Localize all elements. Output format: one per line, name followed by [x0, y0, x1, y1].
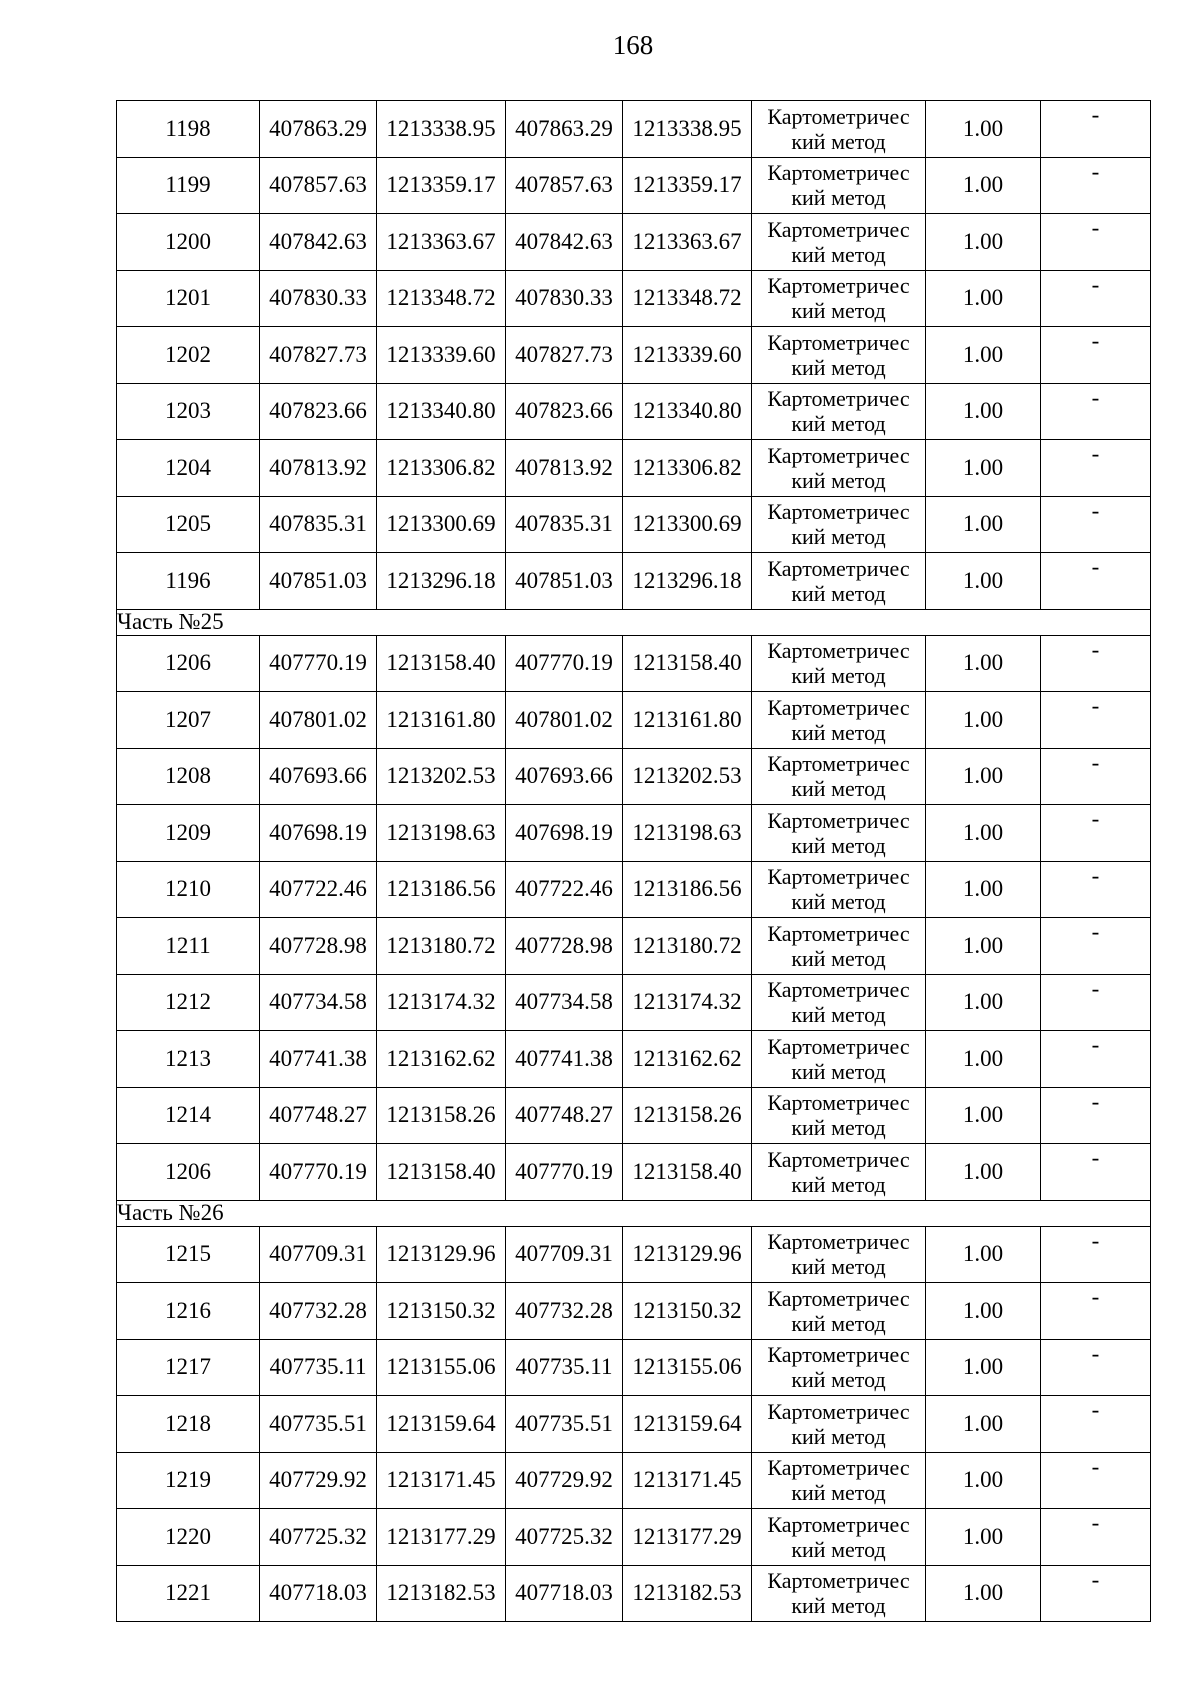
y-new-cell: 1213202.53 — [623, 748, 752, 805]
table-row — [117, 1339, 1151, 1396]
y-new-cell: 1213338.95 — [623, 101, 752, 158]
note-cell: - — [1041, 383, 1151, 440]
method-line-1: Картометричес — [767, 1455, 910, 1481]
x-old-cell: 407693.66 — [260, 748, 377, 805]
method-line-2: кий метод — [791, 1002, 886, 1028]
method-line-1: Картометричес — [767, 1285, 910, 1311]
accuracy-cell: 1.00 — [926, 974, 1041, 1031]
point-number-cell: 1203 — [117, 383, 260, 440]
point-number-cell: 1206 — [117, 635, 260, 692]
point-number-cell: 1200 — [117, 214, 260, 271]
method-cell — [752, 861, 926, 918]
method-cell — [752, 101, 926, 158]
y-old-cell: 1213296.18 — [377, 553, 506, 610]
y-new-cell: 1213306.82 — [623, 440, 752, 497]
method-cell — [752, 1031, 926, 1088]
x-old-cell: 407842.63 — [260, 214, 377, 271]
y-new-cell: 1213150.32 — [623, 1283, 752, 1340]
point-number-cell: 1207 — [117, 692, 260, 749]
y-old-cell: 1213162.62 — [377, 1031, 506, 1088]
method-line-2: кий метод — [791, 467, 886, 493]
table-row — [117, 1087, 1151, 1144]
y-old-cell: 1213158.40 — [377, 635, 506, 692]
method-line-2: кий метод — [791, 1254, 886, 1280]
x-new-cell: 407735.11 — [506, 1339, 623, 1396]
y-old-cell: 1213171.45 — [377, 1452, 506, 1509]
note-cell: - — [1041, 918, 1151, 975]
y-new-cell: 1213340.80 — [623, 383, 752, 440]
x-old-cell: 407722.46 — [260, 861, 377, 918]
method-cell — [752, 157, 926, 214]
table-row — [117, 974, 1151, 1031]
method-cell — [752, 1509, 926, 1566]
method-line-1: Картометричес — [767, 1511, 910, 1537]
table-row — [117, 327, 1151, 384]
table-row — [117, 1031, 1151, 1088]
method-line-1: Картометричес — [767, 1342, 910, 1368]
accuracy-cell: 1.00 — [926, 805, 1041, 862]
y-new-cell: 1213129.96 — [623, 1226, 752, 1283]
x-new-cell: 407693.66 — [506, 748, 623, 805]
table-row — [117, 1396, 1151, 1453]
note-cell: - — [1041, 440, 1151, 497]
table-row — [117, 692, 1151, 749]
y-new-cell: 1213198.63 — [623, 805, 752, 862]
x-new-cell: 407851.03 — [506, 553, 623, 610]
point-number-cell: 1212 — [117, 974, 260, 1031]
x-old-cell: 407728.98 — [260, 918, 377, 975]
note-cell: - — [1041, 1144, 1151, 1201]
note-cell: - — [1041, 496, 1151, 553]
table-row — [117, 1452, 1151, 1509]
x-old-cell: 407734.58 — [260, 974, 377, 1031]
y-new-cell: 1213363.67 — [623, 214, 752, 271]
table-row — [117, 496, 1151, 553]
part-label: Часть №25 — [117, 609, 1151, 635]
point-number-cell: 1213 — [117, 1031, 260, 1088]
method-line-2: кий метод — [791, 524, 886, 550]
point-number-cell: 1218 — [117, 1396, 260, 1453]
method-cell — [752, 692, 926, 749]
note-cell: - — [1041, 157, 1151, 214]
y-new-cell: 1213182.53 — [623, 1565, 752, 1622]
y-old-cell: 1213186.56 — [377, 861, 506, 918]
x-old-cell: 407770.19 — [260, 635, 377, 692]
method-cell — [752, 270, 926, 327]
method-line-2: кий метод — [791, 776, 886, 802]
x-new-cell: 407735.51 — [506, 1396, 623, 1453]
x-new-cell: 407734.58 — [506, 974, 623, 1031]
y-new-cell: 1213177.29 — [623, 1509, 752, 1566]
point-number-cell: 1217 — [117, 1339, 260, 1396]
accuracy-cell: 1.00 — [926, 383, 1041, 440]
x-old-cell: 407851.03 — [260, 553, 377, 610]
y-old-cell: 1213174.32 — [377, 974, 506, 1031]
accuracy-cell: 1.00 — [926, 440, 1041, 497]
note-cell: - — [1041, 1565, 1151, 1622]
note-cell: - — [1041, 1087, 1151, 1144]
accuracy-cell: 1.00 — [926, 748, 1041, 805]
method-line-1: Картометричес — [767, 694, 910, 720]
method-line-1: Картометричес — [767, 499, 910, 525]
x-old-cell: 407709.31 — [260, 1226, 377, 1283]
y-new-cell: 1213186.56 — [623, 861, 752, 918]
table-row — [117, 1144, 1151, 1201]
method-line-1: Картометричес — [767, 1090, 910, 1116]
y-old-cell: 1213182.53 — [377, 1565, 506, 1622]
method-line-1: Картометричес — [767, 1146, 910, 1172]
y-old-cell: 1213339.60 — [377, 327, 506, 384]
y-new-cell: 1213296.18 — [623, 553, 752, 610]
table-row — [117, 270, 1151, 327]
method-line-1: Картометричес — [767, 273, 910, 299]
method-cell — [752, 1283, 926, 1340]
accuracy-cell: 1.00 — [926, 270, 1041, 327]
note-cell: - — [1041, 692, 1151, 749]
y-old-cell: 1213158.40 — [377, 1144, 506, 1201]
note-cell: - — [1041, 214, 1151, 271]
y-old-cell: 1213150.32 — [377, 1283, 506, 1340]
method-cell — [752, 383, 926, 440]
note-cell: - — [1041, 101, 1151, 158]
method-cell — [752, 1396, 926, 1453]
accuracy-cell: 1.00 — [926, 918, 1041, 975]
method-line-2: кий метод — [791, 1310, 886, 1336]
method-cell — [752, 1087, 926, 1144]
point-number-cell: 1202 — [117, 327, 260, 384]
method-line-1: Картометричес — [767, 1398, 910, 1424]
method-cell — [752, 748, 926, 805]
y-new-cell: 1213158.40 — [623, 635, 752, 692]
method-cell — [752, 1565, 926, 1622]
method-line-1: Картометричес — [767, 1229, 910, 1255]
y-new-cell: 1213171.45 — [623, 1452, 752, 1509]
y-old-cell: 1213198.63 — [377, 805, 506, 862]
y-new-cell: 1213348.72 — [623, 270, 752, 327]
y-new-cell: 1213158.40 — [623, 1144, 752, 1201]
table-row — [117, 1509, 1151, 1566]
method-line-2: кий метод — [791, 241, 886, 267]
note-cell: - — [1041, 805, 1151, 862]
x-old-cell: 407823.66 — [260, 383, 377, 440]
method-line-1: Картометричес — [767, 1568, 910, 1594]
method-cell — [752, 214, 926, 271]
method-line-1: Картометричес — [767, 329, 910, 355]
y-old-cell: 1213340.80 — [377, 383, 506, 440]
method-cell — [752, 1144, 926, 1201]
x-new-cell: 407801.02 — [506, 692, 623, 749]
x-old-cell: 407729.92 — [260, 1452, 377, 1509]
y-old-cell: 1213180.72 — [377, 918, 506, 975]
note-cell: - — [1041, 635, 1151, 692]
y-old-cell: 1213338.95 — [377, 101, 506, 158]
method-line-1: Картометричес — [767, 977, 910, 1003]
x-new-cell: 407741.38 — [506, 1031, 623, 1088]
note-cell: - — [1041, 1396, 1151, 1453]
y-old-cell: 1213177.29 — [377, 1509, 506, 1566]
x-new-cell: 407729.92 — [506, 1452, 623, 1509]
method-line-2: кий метод — [791, 832, 886, 858]
point-number-cell: 1205 — [117, 496, 260, 553]
accuracy-cell: 1.00 — [926, 1226, 1041, 1283]
accuracy-cell: 1.00 — [926, 1452, 1041, 1509]
x-new-cell: 407863.29 — [506, 101, 623, 158]
method-line-2: кий метод — [791, 1367, 886, 1393]
accuracy-cell: 1.00 — [926, 635, 1041, 692]
method-line-1: Картометричес — [767, 216, 910, 242]
method-cell — [752, 1452, 926, 1509]
y-new-cell: 1213339.60 — [623, 327, 752, 384]
x-old-cell: 407698.19 — [260, 805, 377, 862]
accuracy-cell: 1.00 — [926, 692, 1041, 749]
method-line-2: кий метод — [791, 185, 886, 211]
table-row — [117, 861, 1151, 918]
x-new-cell: 407835.31 — [506, 496, 623, 553]
accuracy-cell: 1.00 — [926, 157, 1041, 214]
method-line-1: Картометричес — [767, 920, 910, 946]
point-number-cell: 1210 — [117, 861, 260, 918]
method-line-2: кий метод — [791, 1423, 886, 1449]
y-old-cell: 1213159.64 — [377, 1396, 506, 1453]
method-line-1: Картометричес — [767, 751, 910, 777]
accuracy-cell: 1.00 — [926, 1087, 1041, 1144]
point-number-cell: 1220 — [117, 1509, 260, 1566]
table-row — [117, 383, 1151, 440]
x-new-cell: 407728.98 — [506, 918, 623, 975]
method-line-1: Картометричес — [767, 1033, 910, 1059]
method-cell — [752, 440, 926, 497]
table-row — [117, 918, 1151, 975]
coordinates-table — [116, 100, 1151, 1622]
y-new-cell: 1213162.62 — [623, 1031, 752, 1088]
x-new-cell: 407857.63 — [506, 157, 623, 214]
accuracy-cell: 1.00 — [926, 1396, 1041, 1453]
y-old-cell: 1213306.82 — [377, 440, 506, 497]
method-cell — [752, 327, 926, 384]
point-number-cell: 1199 — [117, 157, 260, 214]
note-cell: - — [1041, 1509, 1151, 1566]
x-old-cell: 407735.11 — [260, 1339, 377, 1396]
x-old-cell: 407830.33 — [260, 270, 377, 327]
method-line-2: кий метод — [791, 298, 886, 324]
accuracy-cell: 1.00 — [926, 1283, 1041, 1340]
method-line-1: Картометричес — [767, 103, 910, 129]
y-old-cell: 1213158.26 — [377, 1087, 506, 1144]
y-new-cell: 1213359.17 — [623, 157, 752, 214]
accuracy-cell: 1.00 — [926, 861, 1041, 918]
point-number-cell: 1209 — [117, 805, 260, 862]
point-number-cell: 1208 — [117, 748, 260, 805]
page-number: 168 — [612, 30, 654, 60]
accuracy-cell: 1.00 — [926, 214, 1041, 271]
x-old-cell: 407732.28 — [260, 1283, 377, 1340]
y-old-cell: 1213359.17 — [377, 157, 506, 214]
method-line-2: кий метод — [791, 663, 886, 689]
accuracy-cell: 1.00 — [926, 1565, 1041, 1622]
x-new-cell: 407770.19 — [506, 1144, 623, 1201]
point-number-cell: 1211 — [117, 918, 260, 975]
accuracy-cell: 1.00 — [926, 101, 1041, 158]
y-new-cell: 1213155.06 — [623, 1339, 752, 1396]
table-row — [117, 748, 1151, 805]
y-new-cell: 1213161.80 — [623, 692, 752, 749]
point-number-cell: 1198 — [117, 101, 260, 158]
y-old-cell: 1213348.72 — [377, 270, 506, 327]
method-line-2: кий метод — [791, 1480, 886, 1506]
x-old-cell: 407813.92 — [260, 440, 377, 497]
table-row — [117, 214, 1151, 271]
point-number-cell: 1215 — [117, 1226, 260, 1283]
x-new-cell: 407698.19 — [506, 805, 623, 862]
accuracy-cell: 1.00 — [926, 496, 1041, 553]
note-cell: - — [1041, 748, 1151, 805]
table-body — [117, 101, 1151, 1622]
y-old-cell: 1213155.06 — [377, 1339, 506, 1396]
method-cell — [752, 553, 926, 610]
table-row — [117, 101, 1151, 158]
x-old-cell: 407718.03 — [260, 1565, 377, 1622]
method-line-1: Картометричес — [767, 160, 910, 186]
x-new-cell: 407823.66 — [506, 383, 623, 440]
x-old-cell: 407863.29 — [260, 101, 377, 158]
y-old-cell: 1213363.67 — [377, 214, 506, 271]
x-old-cell: 407801.02 — [260, 692, 377, 749]
method-line-2: кий метод — [791, 128, 886, 154]
method-line-1: Картометричес — [767, 807, 910, 833]
method-line-1: Картометричес — [767, 442, 910, 468]
point-number-cell: 1206 — [117, 1144, 260, 1201]
method-cell — [752, 496, 926, 553]
part-header-row — [117, 1200, 1151, 1226]
point-number-cell: 1204 — [117, 440, 260, 497]
y-new-cell: 1213158.26 — [623, 1087, 752, 1144]
point-number-cell: 1219 — [117, 1452, 260, 1509]
y-old-cell: 1213202.53 — [377, 748, 506, 805]
x-old-cell: 407748.27 — [260, 1087, 377, 1144]
method-line-2: кий метод — [791, 354, 886, 380]
x-new-cell: 407827.73 — [506, 327, 623, 384]
accuracy-cell: 1.00 — [926, 1031, 1041, 1088]
point-number-cell: 1196 — [117, 553, 260, 610]
note-cell: - — [1041, 1031, 1151, 1088]
table-row — [117, 805, 1151, 862]
table-row — [117, 1565, 1151, 1622]
method-cell — [752, 1339, 926, 1396]
note-cell: - — [1041, 974, 1151, 1031]
note-cell: - — [1041, 1283, 1151, 1340]
accuracy-cell: 1.00 — [926, 327, 1041, 384]
x-old-cell: 407857.63 — [260, 157, 377, 214]
method-cell — [752, 918, 926, 975]
accuracy-cell: 1.00 — [926, 1144, 1041, 1201]
method-line-1: Картометричес — [767, 555, 910, 581]
accuracy-cell: 1.00 — [926, 1339, 1041, 1396]
method-line-2: кий метод — [791, 580, 886, 606]
x-new-cell: 407725.32 — [506, 1509, 623, 1566]
method-line-1: Картометричес — [767, 864, 910, 890]
note-cell: - — [1041, 270, 1151, 327]
method-line-1: Картометричес — [767, 638, 910, 664]
table-row — [117, 440, 1151, 497]
x-new-cell: 407842.63 — [506, 214, 623, 271]
x-old-cell: 407770.19 — [260, 1144, 377, 1201]
method-line-2: кий метод — [791, 411, 886, 437]
y-new-cell: 1213180.72 — [623, 918, 752, 975]
table-row — [117, 553, 1151, 610]
note-cell: - — [1041, 553, 1151, 610]
y-old-cell: 1213129.96 — [377, 1226, 506, 1283]
method-line-2: кий метод — [791, 1171, 886, 1197]
x-new-cell: 407830.33 — [506, 270, 623, 327]
y-new-cell: 1213300.69 — [623, 496, 752, 553]
note-cell: - — [1041, 327, 1151, 384]
method-line-1: Картометричес — [767, 386, 910, 412]
x-new-cell: 407732.28 — [506, 1283, 623, 1340]
method-line-2: кий метод — [791, 945, 886, 971]
method-cell — [752, 974, 926, 1031]
y-new-cell: 1213159.64 — [623, 1396, 752, 1453]
part-header-row — [117, 609, 1151, 635]
y-old-cell: 1213161.80 — [377, 692, 506, 749]
method-line-2: кий метод — [791, 719, 886, 745]
x-old-cell: 407725.32 — [260, 1509, 377, 1566]
note-cell: - — [1041, 1339, 1151, 1396]
point-number-cell: 1221 — [117, 1565, 260, 1622]
method-cell — [752, 1226, 926, 1283]
method-cell — [752, 635, 926, 692]
y-new-cell: 1213174.32 — [623, 974, 752, 1031]
point-number-cell: 1216 — [117, 1283, 260, 1340]
table-row — [117, 1226, 1151, 1283]
point-number-cell: 1201 — [117, 270, 260, 327]
note-cell: - — [1041, 1226, 1151, 1283]
x-new-cell: 407770.19 — [506, 635, 623, 692]
table-row — [117, 1283, 1151, 1340]
method-line-2: кий метод — [791, 1058, 886, 1084]
method-cell — [752, 805, 926, 862]
x-old-cell: 407741.38 — [260, 1031, 377, 1088]
x-old-cell: 407735.51 — [260, 1396, 377, 1453]
x-new-cell: 407718.03 — [506, 1565, 623, 1622]
x-new-cell: 407748.27 — [506, 1087, 623, 1144]
x-old-cell: 407835.31 — [260, 496, 377, 553]
note-cell: - — [1041, 861, 1151, 918]
method-line-2: кий метод — [791, 1115, 886, 1141]
table-row — [117, 157, 1151, 214]
method-line-2: кий метод — [791, 889, 886, 915]
table-row — [117, 635, 1151, 692]
point-number-cell: 1214 — [117, 1087, 260, 1144]
note-cell: - — [1041, 1452, 1151, 1509]
accuracy-cell: 1.00 — [926, 553, 1041, 610]
method-line-2: кий метод — [791, 1536, 886, 1562]
method-line-2: кий метод — [791, 1593, 886, 1619]
x-new-cell: 407709.31 — [506, 1226, 623, 1283]
x-new-cell: 407813.92 — [506, 440, 623, 497]
accuracy-cell: 1.00 — [926, 1509, 1041, 1566]
x-old-cell: 407827.73 — [260, 327, 377, 384]
x-new-cell: 407722.46 — [506, 861, 623, 918]
y-old-cell: 1213300.69 — [377, 496, 506, 553]
part-label: Часть №26 — [117, 1200, 1151, 1226]
